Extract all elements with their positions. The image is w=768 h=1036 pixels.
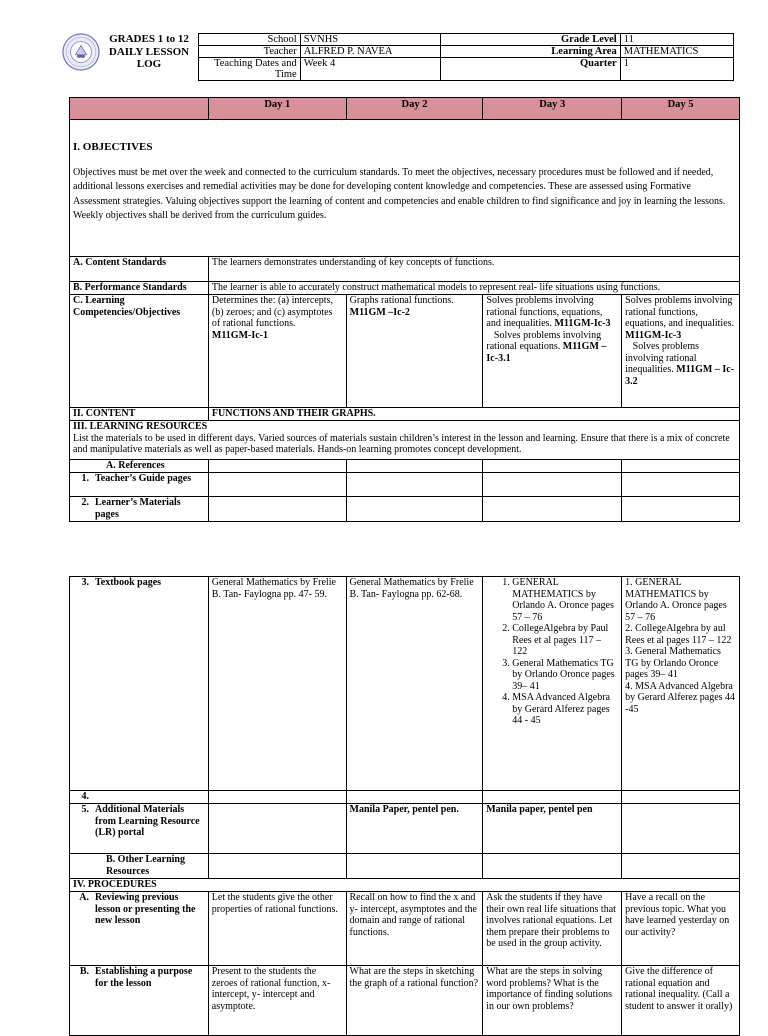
procedure-a-label [70, 892, 209, 966]
competency-text: Solves problems involving rational inequalities. [625, 341, 700, 375]
empty-cell [346, 460, 483, 473]
content-text: FUNCTIONS AND THEIR GRAPHS. [208, 408, 739, 421]
competencies-label: C. Learning Competencies/Objectives [70, 295, 209, 408]
day-header-blank [70, 98, 209, 120]
empty-cell [622, 791, 740, 804]
textbook-day3 [483, 577, 622, 791]
procedures-heading: IV. PROCEDURES [70, 879, 740, 892]
quarter-label: Quarter [440, 58, 620, 81]
list-item: 1. GENERAL MATHEMATICS by Orlando A. Oronce pages 57 – 76 [625, 577, 727, 623]
empty-cell [483, 473, 622, 497]
empty-cell [622, 804, 740, 854]
dates-value: Week 4 [300, 58, 440, 81]
competency-text: Solves problems involving rational equations. [486, 329, 602, 352]
item-number: 3. [81, 577, 89, 588]
list-item: 2. CollegeAlgebra by aul Rees et al pages 117 – 122 [625, 623, 732, 646]
procedure-a-row [70, 892, 740, 966]
content-standards-row [70, 257, 740, 282]
day-header-row [70, 98, 740, 120]
item-label: Establishing a purpose for the lesson [95, 966, 193, 989]
title-line: GRADES 1 to 12 [109, 33, 189, 45]
competency-code: M11GM – Ic-3.1 [486, 341, 607, 364]
dates-label: Teaching Dates and Time [199, 58, 301, 81]
day-header: Day 5 [622, 98, 740, 120]
additional-day3: Manila paper, pentel pen [483, 804, 622, 854]
procedure-b-label [70, 966, 209, 1036]
item-number: A. [79, 892, 89, 903]
competency-text: Graphs rational functions. [349, 295, 454, 306]
empty-cell [346, 497, 483, 522]
item-number: 1. [81, 473, 89, 484]
deped-seal-icon [62, 33, 100, 71]
objectives-text: Objectives must be met over the week and connected to the curriculum standards. To meet the objectives, necessary procedures must be followed and if needed, additional lessons exercises and remedial activities may be done for developing content knowledge and competencies. These are assessed using Formative Assessment strategies. Valuing objectives support the learning of content and competencies and enable children to find significance and joy in learning the lessons. Weekly objectives shall be derived from the curriculum guides. [73, 166, 726, 221]
empty-cell [208, 854, 346, 879]
empty-cell [483, 791, 622, 804]
empty-cell [208, 473, 346, 497]
empty-cell [208, 804, 346, 854]
textbook-day2: General Mathematics by Frelie B. Tan- Faylogna pp. 62-68. [346, 577, 483, 791]
teachers-guide-row [70, 473, 740, 497]
competency-text: Solves problems involving rational functions, equations, and inequalities. [486, 295, 603, 329]
objectives-row [70, 120, 740, 257]
empty-cell [622, 460, 740, 473]
day-header: Day 2 [346, 98, 483, 120]
lesson-log-table-continued [69, 576, 740, 1036]
procedure-b-row [70, 966, 740, 1036]
day-header: Day 1 [208, 98, 346, 120]
list-item: 4. MSA Advanced Algebra by Gerard Alferez pages 44 - 45 [512, 692, 618, 727]
item-number: B. [79, 966, 89, 977]
objectives-heading: I. OBJECTIVES [73, 141, 153, 153]
performance-standards-label: B. Performance Standards [70, 282, 209, 295]
item-number: 4. [81, 791, 89, 802]
competency-text: Determines the: (a) intercepts, (b) zeroes; and (c) asymptotes of rational functions. [211, 295, 333, 329]
title-line: DAILY LESSON [108, 45, 190, 58]
resources-text: List the materials to be used in different days. Varied sources of materials sustain children’s interest in the lesson and learning. Ensure that there is a mix of concrete and manipulative materials as well as paper-based materials. Hands-on learning promotes concept development. [73, 432, 730, 455]
competencies-day2 [346, 295, 483, 408]
day-header: Day 3 [483, 98, 622, 120]
other-resources-label: B. Other Learning Resources [70, 854, 209, 879]
teacher-value: ALFRED P. NAVEA [300, 46, 440, 58]
performance-standards-row [70, 282, 740, 295]
other-resources-row [70, 854, 740, 879]
competency-code: M11GM – Ic-3.2 [625, 364, 735, 387]
list-item: 3. General Mathematics TG by Orlando Oronce pages 39– 41 [512, 658, 618, 693]
procedure-b-day2: What are the steps in sketching the graph of a rational function? [346, 966, 483, 1036]
empty-cell [346, 791, 483, 804]
item-label: Additional Materials from Learning Resource (LR) portal [95, 804, 200, 838]
teachers-guide-label [70, 473, 209, 497]
teacher-label: Teacher [199, 46, 301, 58]
empty-cell [622, 473, 740, 497]
empty-cell [483, 460, 622, 473]
item4-label [70, 791, 209, 804]
competencies-day3 [483, 295, 622, 408]
item4-row [70, 791, 740, 804]
procedure-a-day3: Ask the students if they have their own real life situations that involves rational equations. Let them prepare their problems to be used in the group activity. [483, 892, 622, 966]
item-label: Teacher’s Guide pages [95, 473, 192, 484]
resources-row [70, 421, 740, 460]
school-label: School [199, 34, 301, 46]
school-value: SVNHS [300, 34, 440, 46]
textbook-day1: General Mathematics by Frelie B. Tan- Faylogna pp. 47- 59. [208, 577, 346, 791]
item-label: Textbook pages [95, 577, 162, 588]
list-item: 4. MSA Advanced Algebra by Gerard Alferez pages 44 -45 [625, 680, 736, 715]
competencies-day5 [622, 295, 740, 408]
competency-code: M11GM-Ic-3 [554, 318, 611, 329]
item-label: Reviewing previous lesson or presenting the new lesson [95, 892, 196, 926]
references-label: A. References [70, 460, 209, 473]
empty-cell [208, 791, 346, 804]
procedure-b-day3: What are the steps in solving word problems? What is the importance of finding solutions in our own problems? [483, 966, 622, 1036]
empty-cell [483, 497, 622, 522]
additional-day2: Manila Paper, pentel pen. [346, 804, 483, 854]
textbook-label [70, 577, 209, 791]
procedures-row [70, 879, 740, 892]
content-standards-text: The learners demonstrates understanding of key concepts of functions. [208, 257, 739, 282]
procedure-b-day1: Present to the students the zeroes of rational function, x- intercept, y- intercept and asymptote. [208, 966, 346, 1036]
content-row [70, 408, 740, 421]
competency-code: M11GM –Ic-2 [349, 306, 410, 318]
grade-label: Grade Level [440, 34, 620, 46]
item-number: 5. [81, 804, 89, 815]
item-label: Learner’s Materials pages [95, 497, 181, 520]
quarter-value: 1 [620, 58, 733, 81]
grade-value: 11 [620, 34, 733, 46]
resources-cell [70, 421, 740, 460]
area-value: MATHEMATICS [620, 46, 733, 58]
learners-materials-row [70, 497, 740, 522]
document-title [100, 33, 198, 71]
empty-cell [346, 473, 483, 497]
procedure-b-day5: Give the difference of rational equation and rational inequality. (Call a student to answer it orally) [622, 966, 740, 1036]
empty-cell [346, 854, 483, 879]
textbook-day5 [622, 577, 740, 791]
content-label: II. CONTENT [70, 408, 209, 421]
references-row [70, 460, 740, 473]
performance-standards-text: The learner is able to accurately construct mathematical models to represent real- life situations using functions. [208, 282, 739, 295]
empty-cell [483, 854, 622, 879]
competency-code: M11GM-Ic-3 [625, 329, 682, 341]
learners-materials-label [70, 497, 209, 522]
competencies-row [70, 295, 740, 408]
procedure-a-day2: Recall on how to find the x and y- intercept, asymptotes and the domain and range of rational functions. [346, 892, 483, 966]
competencies-day1 [208, 295, 346, 408]
empty-cell [208, 497, 346, 522]
list-item: 3. General Mathematics TG by Orlando Oronce pages 39– 41 [625, 646, 721, 680]
additional-materials-row [70, 804, 740, 854]
empty-cell [622, 854, 740, 879]
list-item: 2. CollegeAlgebra by Paul Rees et al pages 117 – 122 [512, 623, 618, 658]
list-item: 1. GENERAL MATHEMATICS by Orlando A. Oronce pages 57 – 76 [512, 577, 618, 623]
procedure-a-day1: Let the students give the other properties of rational functions. [208, 892, 346, 966]
empty-cell [622, 497, 740, 522]
objectives-cell [70, 120, 740, 257]
content-standards-label: A. Content Standards [70, 257, 209, 282]
area-label: Learning Area [440, 46, 620, 58]
header-info-table [198, 33, 734, 81]
additional-materials-label [70, 804, 209, 854]
procedure-a-day5: Have a recall on the previous topic. What you have learned yesterday on our activity? [622, 892, 740, 966]
textbook-row [70, 577, 740, 791]
item-number: 2. [81, 497, 89, 508]
lesson-log-table [69, 97, 740, 522]
title-line: LOG [136, 58, 162, 70]
empty-cell [208, 460, 346, 473]
competency-code: M11GM-Ic-1 [211, 329, 269, 341]
competency-text: Solves problems involving rational functions, equations, and inequalities. [625, 295, 735, 329]
resources-heading: III. LEARNING RESOURCES [73, 421, 208, 432]
